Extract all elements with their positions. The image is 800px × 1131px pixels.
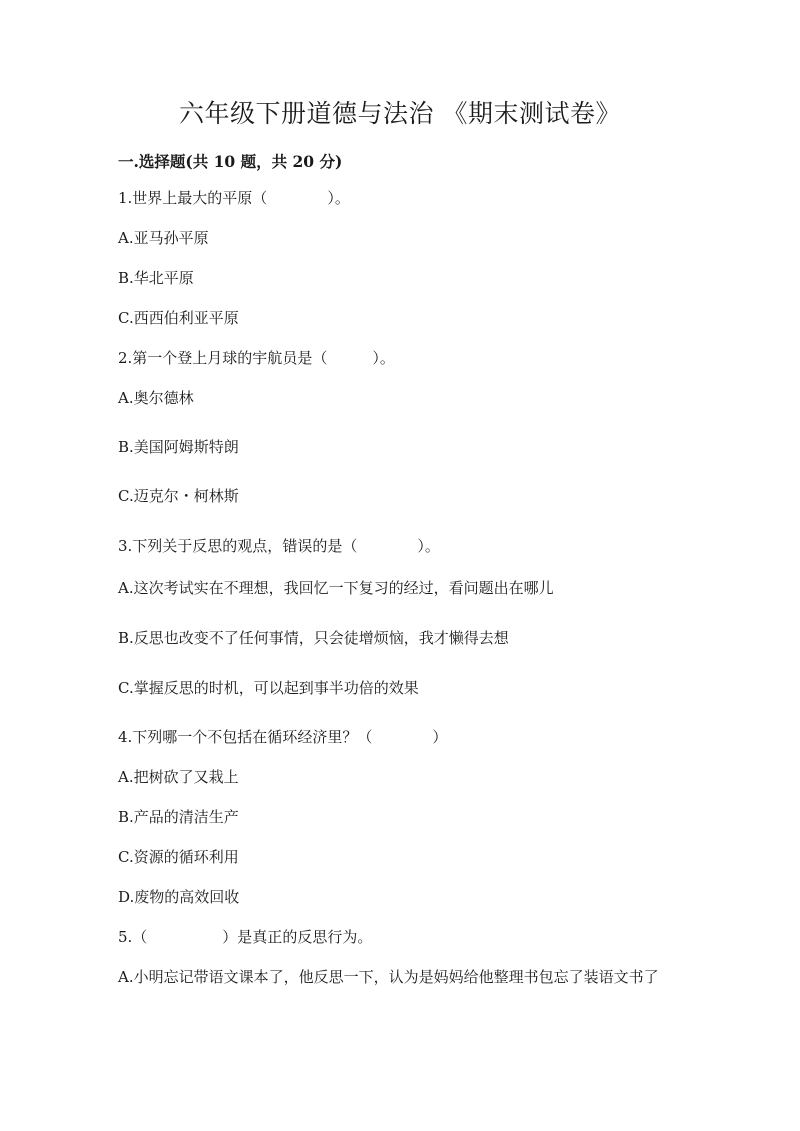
page-title: 六年级下册道德与法治 《期末测试卷》	[179, 99, 621, 128]
answer-option: B.产品的清洁生产	[118, 808, 239, 826]
answer-option: A.亚马孙平原	[118, 229, 209, 247]
question-stem: 1.世界上最大的平原（ ）。	[118, 189, 350, 207]
answer-option: B.华北平原	[118, 269, 194, 287]
question-stem: 3.下列关于反思的观点，错误的是（ ）。	[118, 537, 440, 555]
answer-option: A.奥尔德林	[118, 389, 194, 407]
answer-option: C.西西伯利亚平原	[118, 309, 239, 327]
section-heading: 一.选择题(共 10 题，共 20 分)	[118, 152, 343, 171]
question-stem: 5.（ ）是真正的反思行为。	[118, 928, 373, 946]
question-stem: 4.下列哪一个不包括在循环经济里？（ ）	[118, 728, 448, 746]
answer-option: C.资源的循环利用	[118, 848, 239, 866]
answer-option: A.把树砍了又栽上	[118, 768, 239, 786]
answer-option: D.废物的高效回收	[118, 888, 240, 906]
answer-option: A.这次考试实在不理想，我回忆一下复习的经过，看问题出在哪儿	[118, 579, 554, 597]
question-stem: 2.第一个登上月球的宇航员是（ ）。	[118, 349, 395, 367]
answer-option: A.小明忘记带语文课本了，他反思一下，认为是妈妈给他整理书包忘了装语文书了	[118, 968, 659, 986]
answer-option: B.美国阿姆斯特朗	[118, 438, 239, 456]
answer-option: B.反思也改变不了任何事情，只会徒增烦恼，我才懒得去想	[118, 629, 509, 647]
answer-option: C.掌握反思的时机，可以起到事半功倍的效果	[118, 679, 419, 697]
answer-option: C.迈克尔・柯林斯	[118, 487, 239, 505]
